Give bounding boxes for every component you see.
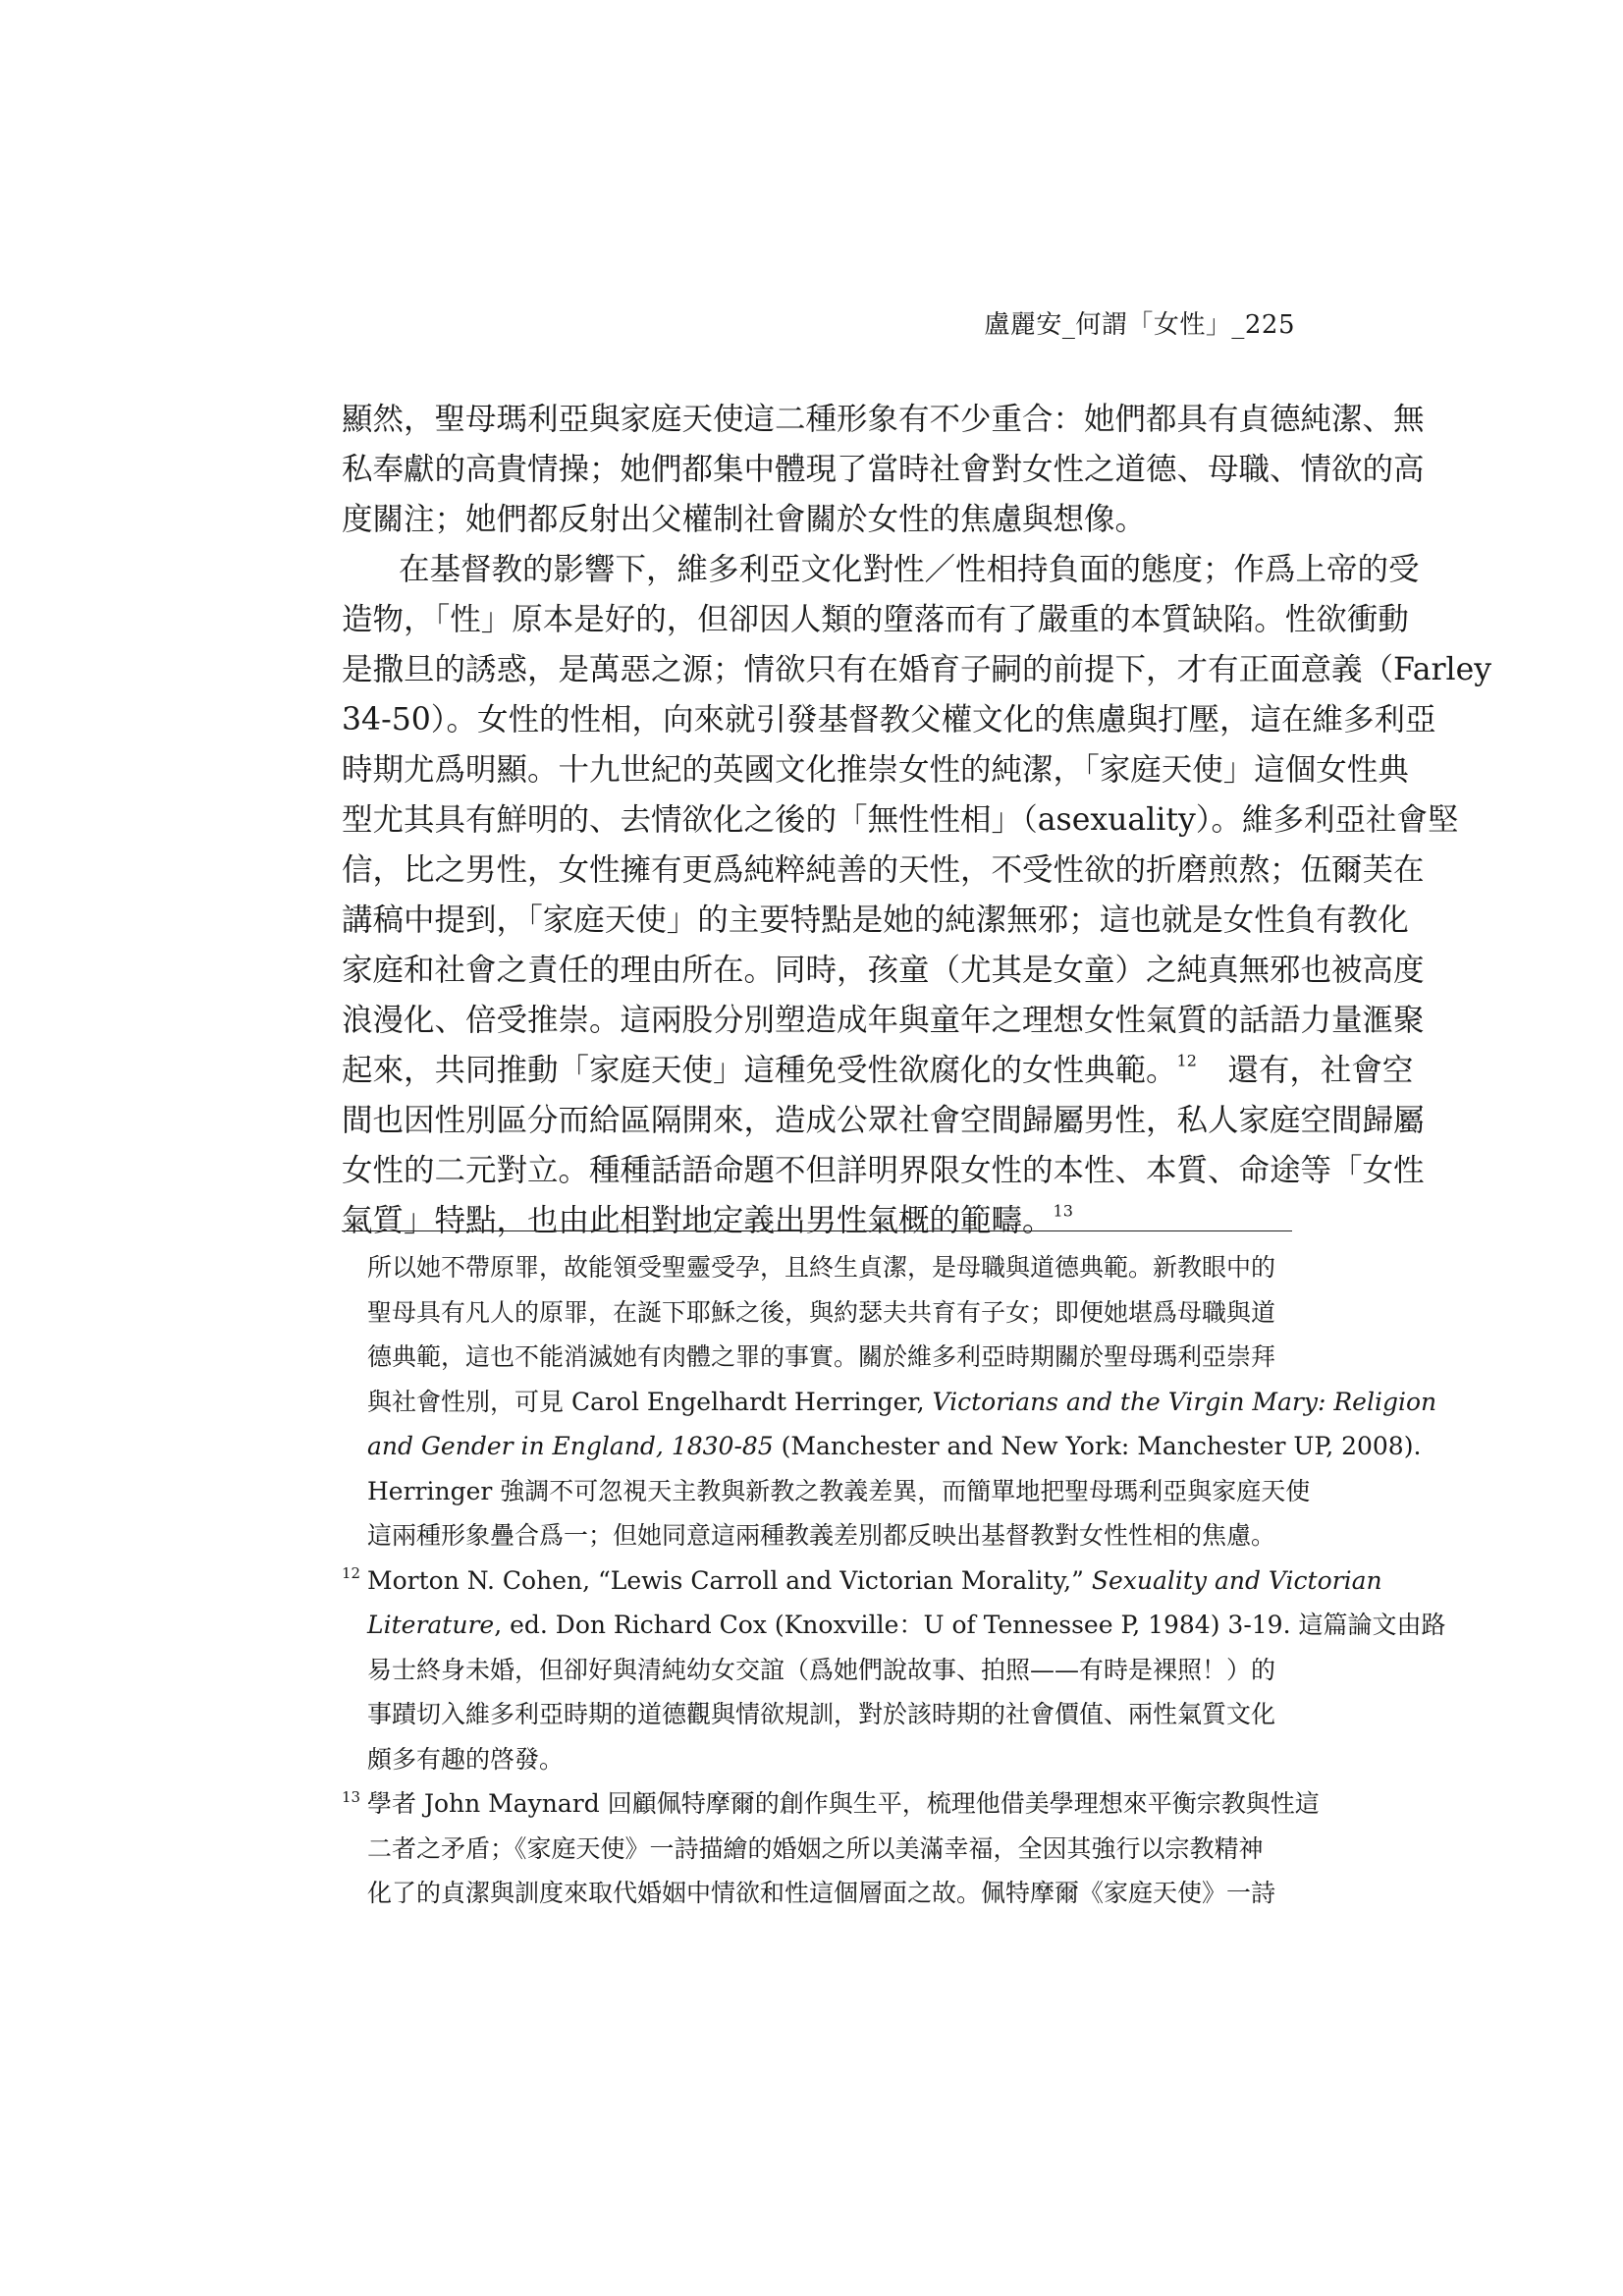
book-title: Sexuality and Victorian — [1091, 1565, 1382, 1595]
text-line: 私奉獻的高貴情操；她們都集中體現了當時社會對女性之道德、母職、情欲的高 — [342, 452, 1425, 487]
text-line: 浪漫化、倍受推崇。這兩股分別塑造成年與童年之理想女性氣質的話語力量滙聚 — [342, 1003, 1425, 1038]
footnote-line: 化了的貞潔與訓度來取代婚姻中情欲和性這個層面之故。佩特摩爾《家庭天使》一詩 — [367, 1879, 1276, 1907]
footnote-divider — [342, 1230, 1292, 1231]
text-line: 度關注；她們都反射出父權制社會關於女性的焦慮與想像。 — [342, 502, 1147, 537]
book-title: Literature — [367, 1611, 495, 1639]
text-line: 講稿中提到，「家庭天使」的主要特點是她的純潔無邪；這也就是女性負有教化 — [342, 902, 1409, 938]
text-line: 是撒旦的誘惑，是萬惡之源；情欲只有在婚育子嗣的前提下，才有正面意義（Farley — [342, 652, 1492, 687]
text-segment: , ed. Don Richard Cox (Knoxville：U of Tennessee P, 1984) 3-19. 這篇論文由路 — [494, 1611, 1446, 1639]
text-line — [342, 1046, 1414, 1096]
text-line — [342, 1196, 1292, 1246]
main-text — [342, 395, 1492, 1246]
footnote-line — [342, 1424, 1422, 1469]
footnote-line: 聖母具有凡人的原罪，在誕下耶穌之後，與約瑟夫共育有子女；即便她堪爲母職與道 — [367, 1297, 1276, 1327]
text-line: 在基督教的影響下，維多利亞文化對性／性相持負面的態度；作爲上帝的受 — [399, 552, 1420, 587]
text-line: 造物，「性」原本是好的，但卻因人類的墮落而有了嚴重的本質缺陷。性欲衝動 — [342, 602, 1409, 637]
text-line: 34-50）。女性的性相，向來就引發基督教父權文化的焦慮與打壓，這在維多利亞 — [342, 702, 1436, 738]
footnote-line: 易士終身未婚，但卻好與清純幼女交誼（爲她們說故事、拍照——有時是裸照！）的 — [367, 1655, 1276, 1684]
book-title: Victorians and the Virgin Mary: Religion — [932, 1387, 1437, 1416]
text-segment: 氣質」特點，也由此相對地定義出男性氣概的範疇。 — [342, 1203, 1054, 1238]
text-line: 時期尤爲明顯。十九世紀的英國文化推崇女性的純潔，「家庭天使」這個女性典 — [342, 752, 1409, 788]
footnote-line — [342, 1380, 1437, 1425]
footnotes — [342, 1245, 1446, 1916]
text-line: 信，比之男性，女性擁有更爲純粹純善的天性，不受性欲的折磨煎熬；伍爾芙在 — [342, 852, 1425, 888]
footnote-line — [342, 1603, 1446, 1648]
footnote-line: 二者之矛盾；《家庭天使》一詩描繪的婚姻之所以美滿幸福，全因其強行以宗教精神 — [367, 1833, 1264, 1863]
footnote-line: 所以她不帶原罪，故能領受聖靈受孕，且終生貞潔，是母職與道德典範。新教眼中的 — [367, 1253, 1276, 1282]
text-segment: (Manchester and New York: Manchester UP, 2008). — [773, 1432, 1422, 1460]
text-line: 顯然，聖母瑪利亞與家庭天使這二種形象有不少重合：她們都具有貞德純潔、無 — [342, 402, 1425, 437]
text-segment: Morton N. Cohen, “Lewis Carroll and Victorian Morality,” — [367, 1565, 1092, 1595]
running-head: 盧麗安_何謂「女性」_225 — [984, 310, 1295, 340]
text-line: 間也因性別區分而給區隔開來，造成公眾社會空間歸屬男性，私人家庭空間歸屬 — [342, 1103, 1425, 1138]
text-segment: 起來，共同推動「家庭天使」這種免受性欲腐化的女性典範。 — [342, 1053, 1177, 1088]
footnote-line: 這兩種形象疊合爲一；但她同意這兩種教義差別都反映出基督教對女性性相的焦慮。 — [367, 1521, 1276, 1550]
text-line: 型尤其具有鮮明的、去情欲化之後的「無性性相」（asexuality）。維多利亞社會堅 — [342, 802, 1459, 838]
footnote-line: 事蹟切入維多利亞時期的道德觀與情欲規訓，對於該時期的社會價值、兩性氣質文化 — [367, 1700, 1276, 1728]
text-line: 家庭和社會之責任的理由所在。同時，孩童（尤其是女童）之純真無邪也被高度 — [342, 953, 1425, 988]
footnote-13: 13 學者 John Maynard 回顧佩特摩爾的創作與生平，梳理他借美學理想來平衡宗教與性這 — [342, 1787, 1320, 1818]
footnote-12: 12 Morton N. Cohen, “Lewis Carroll and Victorian Morality,” Sexuality and Victorian — [342, 1564, 1382, 1595]
text-segment: 還有，社會空 — [1196, 1053, 1414, 1088]
text-segment: 與社會性別，可見 Carol Engelhardt Herringer, — [367, 1387, 933, 1416]
book-title: and Gender in England, 1830-85 — [367, 1432, 774, 1460]
text-line: 女性的二元對立。種種話語命題不但詳明界限女性的本性、本質、命途等「女性 — [342, 1153, 1425, 1188]
footnote-ref-13[interactable]: 13 — [1053, 1201, 1073, 1221]
footnote-line: 頗多有趣的啓發。 — [367, 1744, 565, 1774]
text-segment: 學者 John Maynard 回顧佩特摩爾的創作與生平，梳理他借美學理想來平衡宗教與性這 — [367, 1789, 1320, 1818]
footnote-line: Herringer 強調不可忽視天主教與新教之教義差異，而簡單地把聖母瑪利亞與家庭天使 — [367, 1476, 1311, 1505]
footnote-line: 德典範，這也不能消滅她有肉體之罪的事實。關於維多利亞時期關於聖母瑪利亞崇拜 — [367, 1342, 1276, 1371]
footnote-ref-12[interactable]: 12 — [1176, 1051, 1197, 1070]
